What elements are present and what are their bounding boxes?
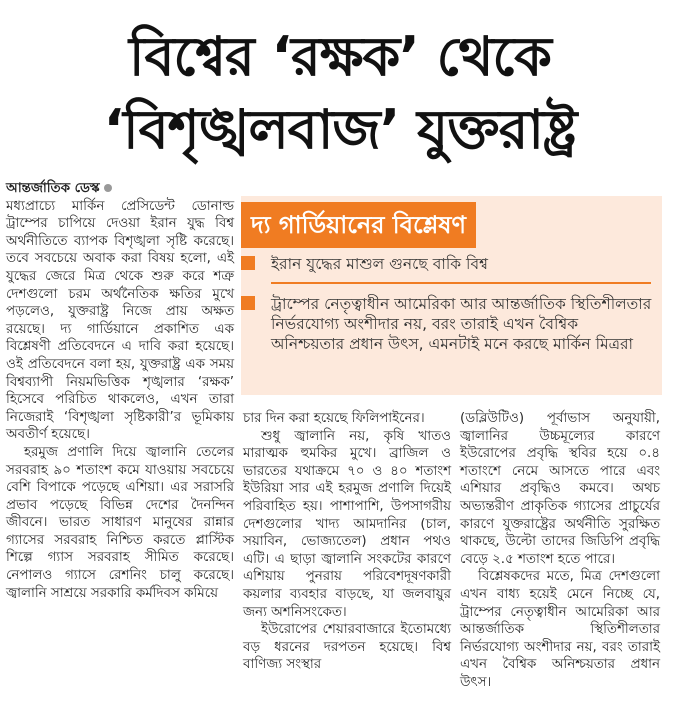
- paragraph: ইউরোপের শেয়ারবাজারে ইতোমধ্যে বড় ধরনের দরপতন হয়েছে। বিশ্ব বাণিজ্য সংস্থার: [243, 622, 451, 673]
- paragraph: হরমুজ প্রণালি দিয়ে জ্বালানি তেলের সরবরাহ ৯০ শতাংশ কমে যাওয়ায় সবচেয়ে বেশি বিপাকে পড়েছে এশিয়া। এর সরাসরি প্রভাব পড়েছে বিভিন্ন দেশের দৈনন্দিন জীবনে। ভারত সাধারণ মানুষের রান্নার গ্যাসের সরবরাহ নিশ্চিত করতে প্লাস্টিক শিল্পে গ্যাস সরবরাহ সীমিত করেছে। নেপালও গ্যাসে রেশনিং চালু করেছে। জ্বালানি সাশ্রয়ে সরকারি কর্মদিবস কমিয়ে: [6, 444, 234, 601]
- divider: [271, 282, 651, 284]
- right-column: [460, 410, 660, 692]
- dateline-dot-icon: [104, 184, 112, 192]
- paragraph: চার দিন করা হয়েছে ফিলিপাইনের।: [243, 411, 425, 426]
- paragraph: বিশ্লেষকদের মতে, মিত্র দেশগুলো এখন বাধ্য হয়েই মেনে নিচ্ছে যে, ট্রাম্পের নেতৃত্বাধীন আমেরিকা আর আন্তর্জাতিক স্থিতিশীলতার নির্ভরযোগ্য অংশীদার নয়, বরং তারাই এখন বৈশ্বিক অনিশ্চয়তার প্রধান উৎস।: [460, 569, 660, 690]
- highlight-point: ইরান যুদ্ধের মাশুল গুনছে বাকি বিশ্ব: [271, 255, 488, 273]
- highlight-box: [241, 196, 662, 395]
- dateline-row: [6, 180, 234, 198]
- highlight-box-title: দ্য গার্ডিয়ানের বিশ্লেষণ: [241, 202, 476, 248]
- headline-line-1: বিশ্বের ‘রক্ষক’ থেকে: [129, 25, 551, 88]
- square-bullet-icon: [241, 256, 255, 270]
- highlight-point: ট্রাম্পের নেতৃত্বাধীন আমেরিকা আর আন্তর্জাতিক স্থিতিশীলতার নির্ভরযোগ্য অংশীদার নয়, বরং তারাই এখন বৈশ্বিক অনিশ্চয়তার প্রধান উৎস, এমনটাই মনে করছে মার্কিন মিত্ররা: [271, 295, 652, 353]
- dateline: আন্তর্জাতিক ডেস্ক: [6, 181, 100, 196]
- paragraph: শুধু জ্বালানি নয়, কৃষি খাতও মারাত্মক হুমকির মুখে। ব্রাজিল ও ভারতের যথাক্রমে ৭০ ও ৪০ শতাংশ ইউরিয়া সার এই হরমুজ প্রণালি দিয়েই পরিবাহিত হয়। পাশাপাশি, উপসাগরীয় দেশগুলোর খাদ্য আমদানির (চাল, সয়াবিন, ভোজ্যতেল) প্রধান পথও এটি। এ ছাড়া জ্বালানি সংকটের কারণে এশিয়ায় পুনরায় পরিবেশদূষণকারী কয়লার ব্যবহার বাড়ছে, যা জলবায়ুর জন্য অশনিসংকেত।: [243, 428, 451, 620]
- middle-column: [243, 410, 451, 674]
- paragraph: (ডব্লিউটিও) পূর্বাভাস অনুযায়ী, জ্বালানির উচ্চমূল্যের কারণে ইউরোপের প্রবৃদ্ধি স্থবির হয়ে ০.৪ শতাংশে নেমে আসতে পারে এবং এশিয়ার প্রবৃদ্ধিও কমবে। অথচ অভ্যন্তরীণ প্রাকৃতিক গ্যাসের প্রাচুর্যের কারণে যুক্তরাষ্ট্রের অর্থনীতি সুরক্ষিত থাকছে, উল্টো তাদের জিডিপি প্রবৃদ্ধি বেড়ে ২.৫ শতাংশ হতে পারে।: [460, 411, 660, 567]
- headline-line-2: ‘বিশৃঙ্খলবাজ’ যুক্তরাষ্ট্র: [103, 98, 577, 161]
- paragraph: মধ্যপ্রাচ্যে মার্কিন প্রেসিডেন্ট ডোনাল্ড ট্রাম্পের চাপিয়ে দেওয়া ইরান যুদ্ধ বিশ্ব অর্থনীতিতে ব্যাপক বিশৃঙ্খলা সৃষ্টি করেছে। তবে সবচেয়ে অবাক করা বিষয় হলো, এই যুদ্ধের জেরে মিত্র থেকে শুরু করে শত্রু দেশগুলো চরম অর্থনৈতিক ক্ষতির মুখে পড়লেও, যুক্তরাষ্ট্র নিজে প্রায় অক্ষত রয়েছে। দ্য গার্ডিয়ানে প্রকাশিত এক বিশ্লেষণী প্রতিবেদনে এ দাবি করা হয়েছে। ওই প্রতিবেদনে বলা হয়, যুক্তরাষ্ট্র এক সময় বিশ্বব্যাপী নিয়মভিত্তিক শৃঙ্খলার ‘রক্ষক’ হিসেবে পরিচিত থাকলেও, এখন তারা নিজেরাই ‘বিশৃঙ্খলা সৃষ্টিকারী’র ভূমিকায় অবতীর্ণ হয়েছে।: [6, 198, 234, 443]
- left-column: [6, 180, 234, 602]
- square-bullet-icon: [241, 296, 255, 310]
